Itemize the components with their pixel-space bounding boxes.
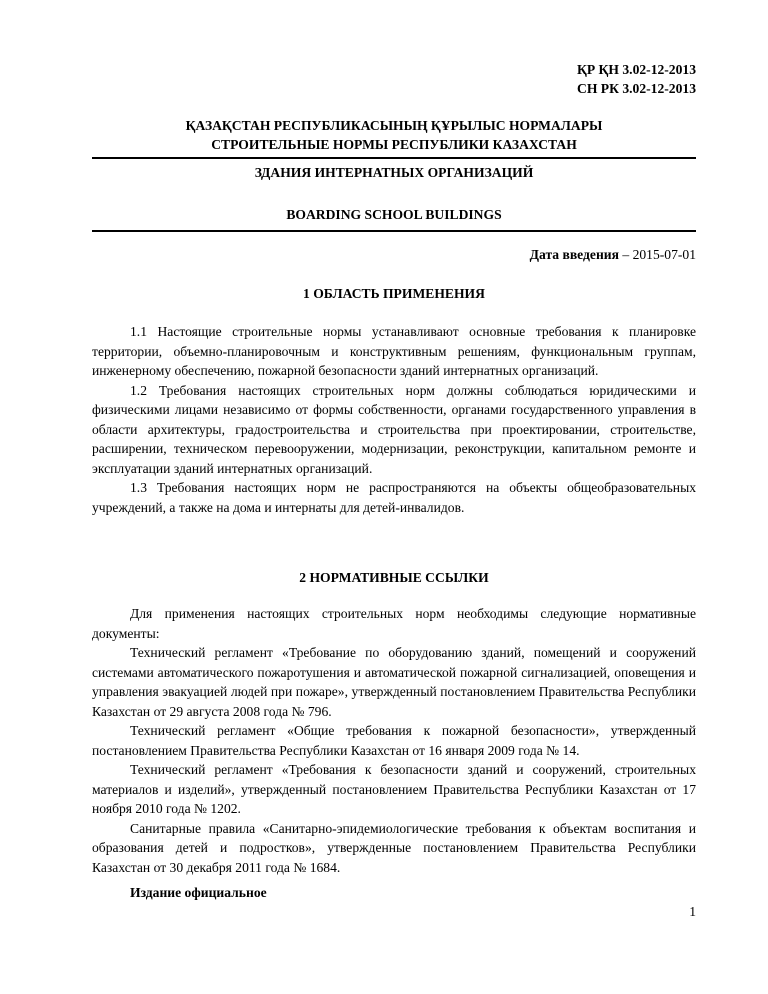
section2-body <box>92 604 696 877</box>
intro-date-label: Дата введения <box>529 247 619 262</box>
document-codes <box>577 60 696 98</box>
code-kz: ҚР ҚН 3.02-12-2013 <box>576 62 696 77</box>
page-number: 1 <box>689 904 696 919</box>
official-edition-label: Издание официальное <box>130 885 267 900</box>
introduction-date <box>530 247 696 263</box>
reference-4: Санитарные правила «Санитарно-эпидемиологические требования к объектам воспитания и образования детей и подростков», утвержденные постановлением Правительства Республики Казахстан от 30 декабря 2011 года № 1684. <box>92 820 696 875</box>
top-rule <box>92 157 696 159</box>
reference-3: Технический регламент «Требования к безопасности зданий и сооружений, строительных материалов и изделий», утвержденный постановлением Правительства Республики Казахстан от 17 ноября 2010 года № 1202. <box>92 762 696 816</box>
standard-title-ru: СТРОИТЕЛЬНЫЕ НОРМЫ РЕСПУБЛИКИ КАЗАХСТАН <box>211 137 577 152</box>
reference-1: Технический регламент «Требование по оборудованию зданий, помещений и сооружений системами автоматического пожаротушения и автоматической пожарной сигнализацией, оповещения и управления эвакуацией людей при пожаре», утвержденный постановлением Правительства Республики Казахстан от 29 августа 2008 года № 796. <box>92 645 696 719</box>
standard-title-kz: ҚАЗАҚСТАН РЕСПУБЛИКАСЫНЫҢ ҚҰРЫЛЫС НОРМАЛАРЫ <box>185 118 603 133</box>
reference-2: Технический регламент «Общие требования к пожарной безопасности», утвержденный постановлением Правительства Республики Казахстан от 16 января 2009 года № 14. <box>92 723 696 758</box>
code-ru: СН РК 3.02-12-2013 <box>577 81 696 96</box>
standard-title <box>92 116 696 154</box>
doc-title-ru: ЗДАНИЯ ИНТЕРНАТНЫХ ОРГАНИЗАЦИЙ <box>254 165 534 180</box>
paragraph-1-2: 1.2 Требования настоящих строительных норм должны соблюдаться юридическими и физическими лицами независимо от формы собственности, органами государственного управления в области архитектуры, градостроительства и строительства при проектировании, строительстве, расширении, техническом перевооружении, модернизации, реконструкции, капитальном ремонте и эксплуатации зданий интернатных организаций. <box>92 382 696 476</box>
paragraph-1-1: 1.1 Настоящие строительные нормы устанавливают основные требования к планировке территории, объемно-планировочным и конструктивным решениям, функциональным группам, инженерному обеспечению, пожарной безопасности зданий интернатных организаций. <box>92 324 696 378</box>
section1-body <box>92 322 696 517</box>
section1-heading: 1 ОБЛАСТЬ ПРИМЕНЕНИЯ <box>303 286 485 301</box>
intro-date-value: – 2015-07-01 <box>618 247 696 262</box>
doc-title-en: BOARDING SCHOOL BUILDINGS <box>286 207 502 222</box>
section2-heading: 2 НОРМАТИВНЫЕ ССЫЛКИ <box>299 570 489 585</box>
paragraph-2-intro: Для применения настоящих строительных норм необходимы следующие нормативные документы: <box>92 606 696 641</box>
paragraph-1-3: 1.3 Требования настоящих норм не распространяются на объекты общеобразовательных учреждений, а также на дома и интернаты для детей-инвалидов. <box>92 480 696 515</box>
bottom-rule <box>92 230 696 232</box>
